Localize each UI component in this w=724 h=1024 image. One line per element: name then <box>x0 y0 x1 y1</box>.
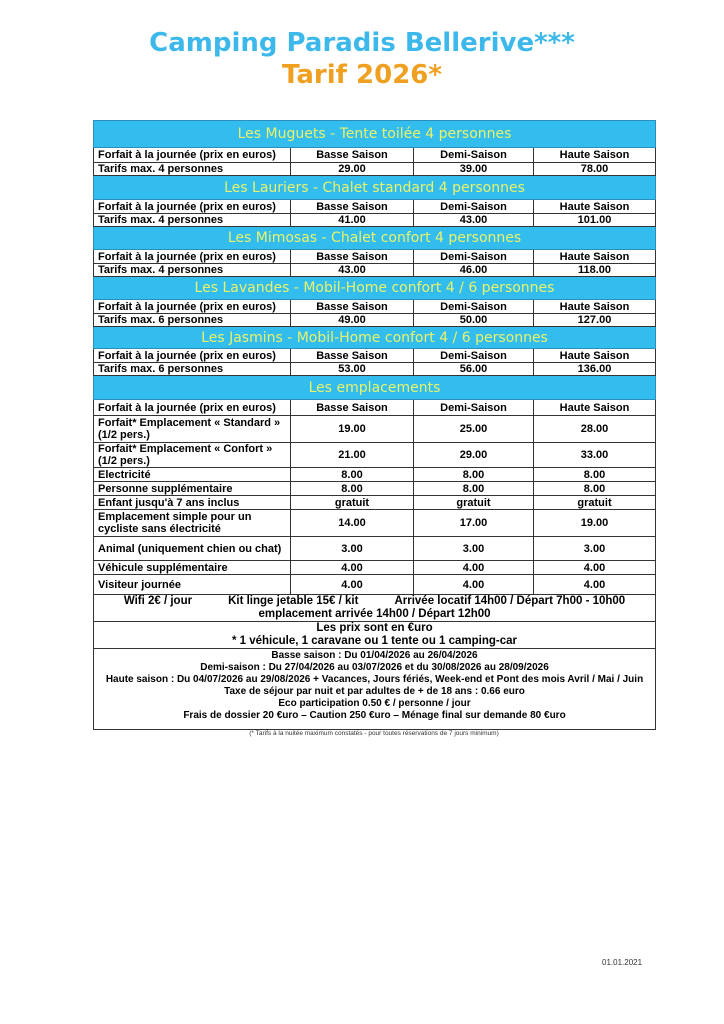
price-cell: 3.00 <box>291 537 414 561</box>
info-line: Demi-saison : Du 27/04/2026 au 03/07/2026 et du 30/08/2026 au 28/09/2026 <box>200 662 549 673</box>
info-line: Frais de dossier 20 €uro – Caution 250 €uro – Ménage final sur demande 80 €uro <box>183 710 566 721</box>
section-band <box>94 227 656 250</box>
header-row <box>94 148 656 163</box>
column-header-season: Demi-Saison <box>414 148 534 163</box>
table-row <box>94 416 656 443</box>
price-cell: 4.00 <box>534 561 656 575</box>
price-cell: 29.00 <box>291 163 414 176</box>
price-cell: 4.00 <box>291 575 414 595</box>
price-cell: 8.00 <box>534 482 656 496</box>
section-title: Les emplacements <box>94 376 656 400</box>
header-row <box>94 200 656 214</box>
price-cell: 53.00 <box>291 363 414 376</box>
wifi-text: Wifi 2€ / jour <box>123 595 193 607</box>
arrival-rental-text: Arrivée locatif 14h00 / Départ 7h00 - 10h00 <box>394 595 626 607</box>
row-label: Tarifs max. 6 personnes <box>94 363 291 376</box>
price-cell: 101.00 <box>534 214 656 227</box>
table-row <box>94 510 656 537</box>
column-header-label: Forfait à la journée (prix en euros) <box>94 200 291 214</box>
row-label: Tarifs max. 4 personnes <box>94 163 291 176</box>
price-cell: gratuit <box>291 496 414 510</box>
prices-row <box>94 622 656 649</box>
row-label: Tarifs max. 6 personnes <box>94 314 291 327</box>
price-cell: 8.00 <box>414 482 534 496</box>
price-cell: 17.00 <box>414 510 534 537</box>
price-cell: 118.00 <box>534 264 656 277</box>
column-header-label: Forfait à la journée (prix en euros) <box>94 148 291 163</box>
currency-note: Les prix sont en €uro <box>316 622 433 634</box>
column-header-season: Haute Saison <box>534 148 656 163</box>
price-cell: 4.00 <box>534 575 656 595</box>
info-line: Haute saison : Du 04/07/2026 au 29/08/2026 + Vacances, Jours fériés, Week-end et Pont des mois Avril / Mai / Juin <box>105 674 644 685</box>
price-cell: 8.00 <box>291 468 414 482</box>
price-cell: 14.00 <box>291 510 414 537</box>
table-row <box>94 264 656 277</box>
row-label: Forfait* Emplacement « Confort » (1/2 pers.) <box>94 443 291 468</box>
price-cell: 4.00 <box>414 575 534 595</box>
row-label: Emplacement simple pour un cycliste sans électricité <box>94 510 291 537</box>
price-cell: 46.00 <box>414 264 534 277</box>
table-row <box>94 575 656 595</box>
services-row <box>94 595 656 622</box>
table-row <box>94 482 656 496</box>
column-header-season: Haute Saison <box>534 300 656 314</box>
services-info <box>94 595 656 622</box>
document-date: 01.01.2021 <box>602 958 643 967</box>
table-row <box>94 561 656 575</box>
info-line: Basse saison : Du 01/04/2026 au 26/04/2026 <box>271 650 478 661</box>
price-cell: 127.00 <box>534 314 656 327</box>
column-header-season: Basse Saison <box>291 200 414 214</box>
kit-text: Kit linge jetable 15€ / kit <box>228 595 359 607</box>
footnote: (* Tarifs à la nuitée maximum constatés - pour toutes réservations de 7 jours minimum) <box>249 730 499 737</box>
column-header-label: Forfait à la journée (prix en euros) <box>94 400 291 416</box>
column-header-season: Basse Saison <box>291 148 414 163</box>
column-header-label: Forfait à la journée (prix en euros) <box>94 250 291 264</box>
column-header-season: Demi-Saison <box>414 250 534 264</box>
price-cell: 19.00 <box>291 416 414 443</box>
column-header-season: Basse Saison <box>291 300 414 314</box>
price-cell: 33.00 <box>534 443 656 468</box>
column-header-season: Haute Saison <box>534 349 656 363</box>
table-row <box>94 214 656 227</box>
column-header-season: Basse Saison <box>291 400 414 416</box>
price-cell: 8.00 <box>291 482 414 496</box>
column-header-label: Forfait à la journée (prix en euros) <box>94 349 291 363</box>
row-label: Electricité <box>94 468 291 482</box>
price-cell: gratuit <box>534 496 656 510</box>
section-band <box>94 277 656 300</box>
price-cell: 43.00 <box>291 264 414 277</box>
price-cell: 39.00 <box>414 163 534 176</box>
row-label: Tarifs max. 4 personnes <box>94 264 291 277</box>
column-header-label: Forfait à la journée (prix en euros) <box>94 300 291 314</box>
price-cell: 4.00 <box>414 561 534 575</box>
info-row <box>94 649 656 730</box>
arrival-pitch-text: emplacement arrivée 14h00 / Départ 12h00 <box>258 608 491 620</box>
column-header-season: Demi-Saison <box>414 200 534 214</box>
pitch-note: * 1 véhicule, 1 caravane ou 1 tente ou 1 camping-car <box>231 635 518 647</box>
column-header-season: Demi-Saison <box>414 349 534 363</box>
column-header-season: Basse Saison <box>291 250 414 264</box>
header-row <box>94 400 656 416</box>
column-header-season: Haute Saison <box>534 250 656 264</box>
price-cell: 25.00 <box>414 416 534 443</box>
price-cell: 50.00 <box>414 314 534 327</box>
row-label: Tarifs max. 4 personnes <box>94 214 291 227</box>
header-row <box>94 300 656 314</box>
section-title: Les Lauriers - Chalet standard 4 personnes <box>94 176 656 200</box>
table-row <box>94 468 656 482</box>
price-cell: 3.00 <box>414 537 534 561</box>
row-label: Personne supplémentaire <box>94 482 291 496</box>
section-band <box>94 176 656 200</box>
price-table <box>93 120 656 730</box>
table-row <box>94 443 656 468</box>
column-header-season: Demi-Saison <box>414 400 534 416</box>
table-row <box>94 537 656 561</box>
prices-note <box>94 622 656 649</box>
price-cell: 78.00 <box>534 163 656 176</box>
section-band <box>94 376 656 400</box>
row-label: Véhicule supplémentaire <box>94 561 291 575</box>
column-header-season: Demi-Saison <box>414 300 534 314</box>
info-line: Taxe de séjour par nuit et par adultes de + de 18 ans : 0.66 euro <box>224 686 525 697</box>
season-info <box>94 649 656 730</box>
price-cell: 19.00 <box>534 510 656 537</box>
section-title: Les Jasmins - Mobil-Home confort 4 / 6 personnes <box>94 327 656 349</box>
price-cell: 41.00 <box>291 214 414 227</box>
section-title: Les Lavandes - Mobil-Home confort 4 / 6 personnes <box>94 277 656 300</box>
price-cell: 21.00 <box>291 443 414 468</box>
column-header-season: Basse Saison <box>291 349 414 363</box>
section-title: Les Mimosas - Chalet confort 4 personnes <box>94 227 656 250</box>
price-cell: 28.00 <box>534 416 656 443</box>
info-line: Eco participation 0.50 € / personne / jour <box>278 698 471 709</box>
column-header-season: Haute Saison <box>534 400 656 416</box>
price-cell: 43.00 <box>414 214 534 227</box>
table-row <box>94 363 656 376</box>
table-row <box>94 314 656 327</box>
price-cell: gratuit <box>414 496 534 510</box>
price-cell: 8.00 <box>414 468 534 482</box>
page-title: Camping Paradis Bellerive*** <box>149 28 575 58</box>
row-label: Enfant jusqu'à 7 ans inclus <box>94 496 291 510</box>
section-band <box>94 327 656 349</box>
price-cell: 56.00 <box>414 363 534 376</box>
price-cell: 8.00 <box>534 468 656 482</box>
page-subtitle: Tarif 2026* <box>282 60 442 90</box>
price-cell: 49.00 <box>291 314 414 327</box>
price-cell: 3.00 <box>534 537 656 561</box>
column-header-season: Haute Saison <box>534 200 656 214</box>
row-label: Forfait* Emplacement « Standard » (1/2 pers.) <box>94 416 291 443</box>
section-band <box>94 121 656 148</box>
price-cell: 136.00 <box>534 363 656 376</box>
price-cell: 29.00 <box>414 443 534 468</box>
table-row <box>94 163 656 176</box>
header-row <box>94 349 656 363</box>
price-cell: 4.00 <box>291 561 414 575</box>
header-row <box>94 250 656 264</box>
row-label: Visiteur journée <box>94 575 291 595</box>
table-row <box>94 496 656 510</box>
section-title: Les Muguets - Tente toilée 4 personnes <box>94 121 656 148</box>
row-label: Animal (uniquement chien ou chat) <box>94 537 291 561</box>
